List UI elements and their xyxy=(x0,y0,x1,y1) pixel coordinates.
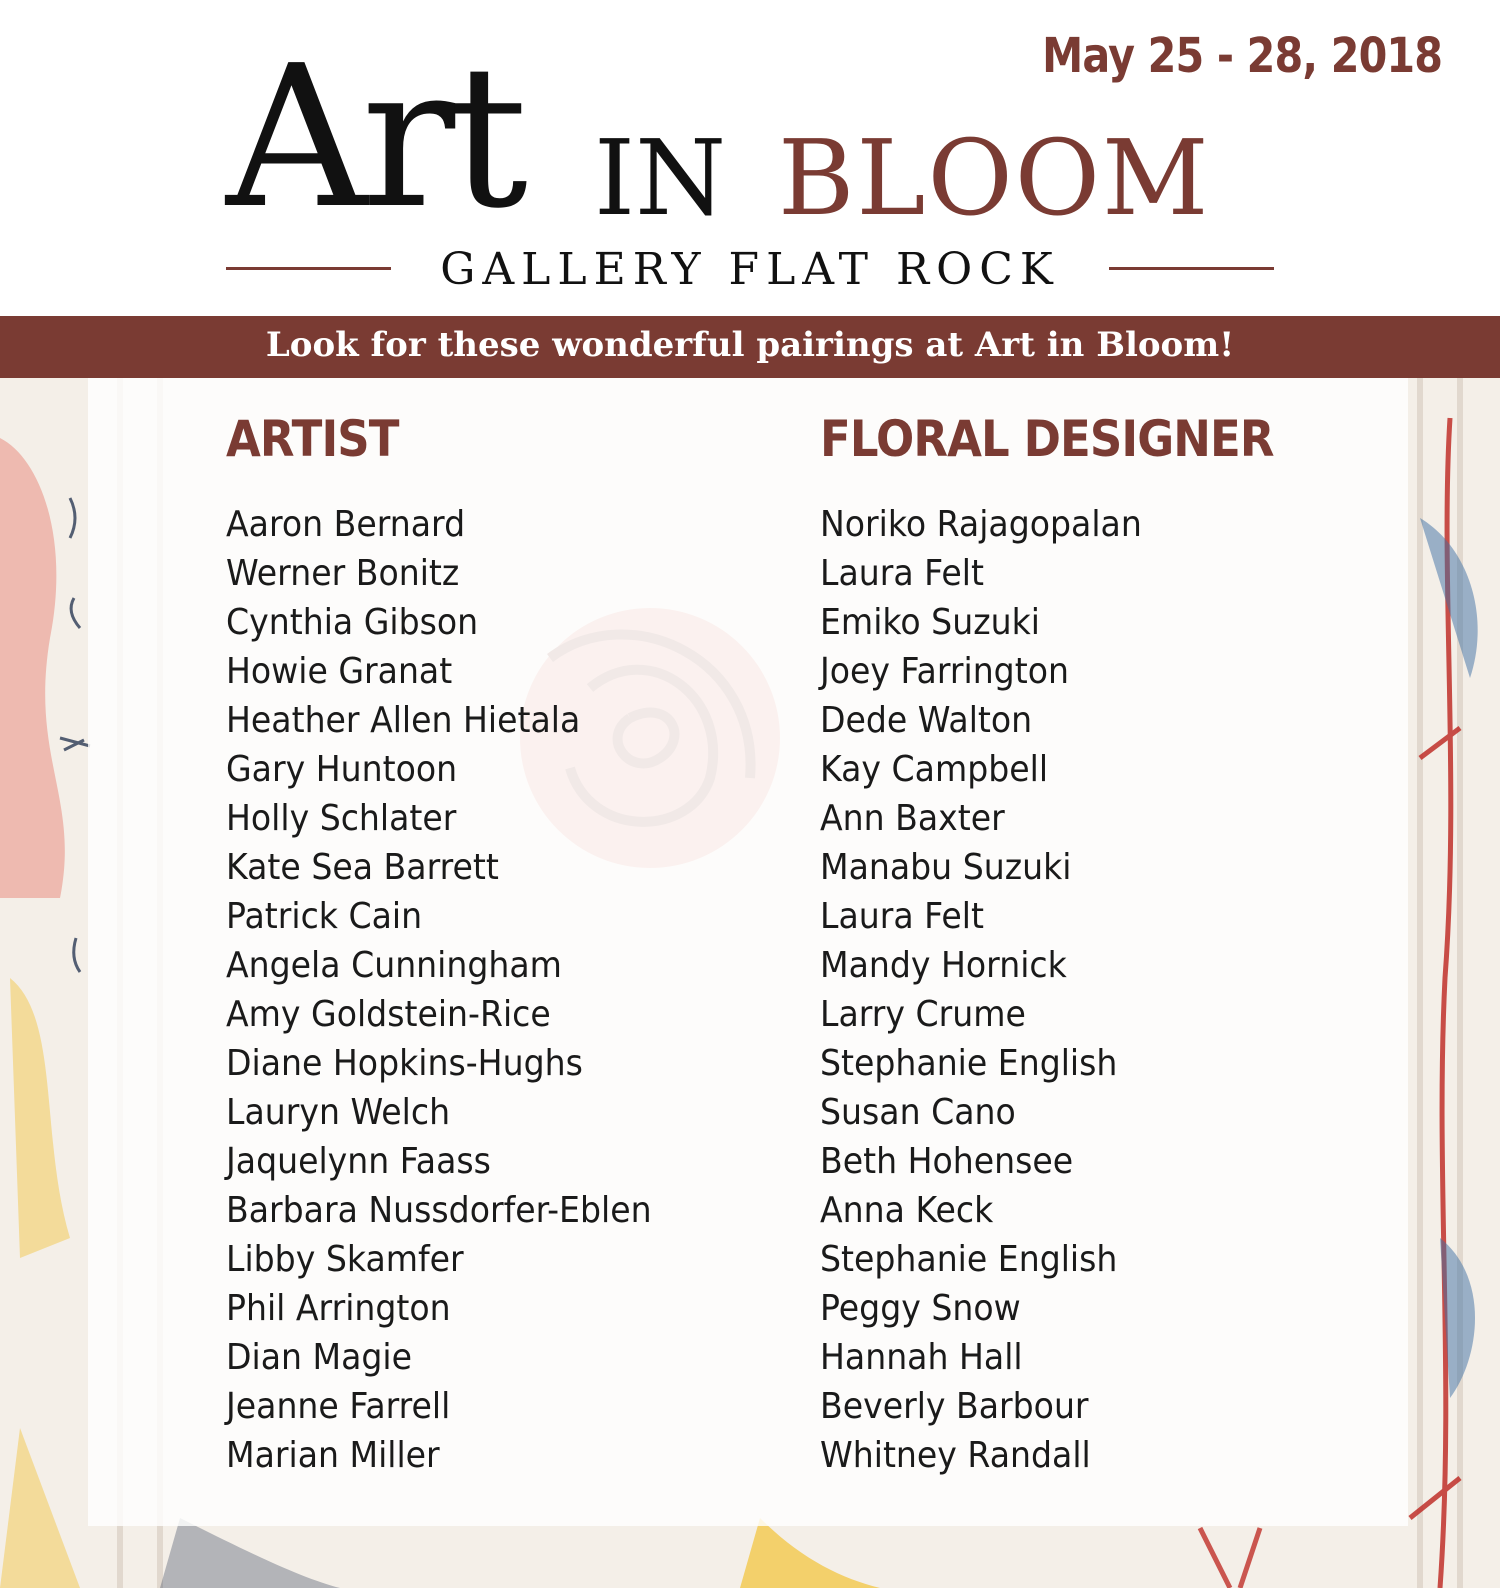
list-item: Marian Miller xyxy=(226,1435,440,1476)
list-item: Holly Schlater xyxy=(226,798,457,839)
list-item: Phil Arrington xyxy=(226,1288,451,1329)
list-item: Emiko Suzuki xyxy=(820,602,1040,643)
list-item: Kay Campbell xyxy=(820,749,1049,790)
list-item: Mandy Hornick xyxy=(820,945,1067,986)
list-item: Lauryn Welch xyxy=(226,1092,451,1133)
list-item: Peggy Snow xyxy=(820,1288,1021,1329)
list-item: Aaron Bernard xyxy=(226,504,466,545)
list-item: Dian Magie xyxy=(226,1337,412,1378)
list-item: Anna Keck xyxy=(820,1190,994,1231)
venue-name: GALLERY FLAT ROCK xyxy=(440,244,1060,295)
list-item: Amy Goldstein-Rice xyxy=(226,994,551,1035)
list-item: Laura Felt xyxy=(820,896,984,937)
floral-designer-list xyxy=(820,500,1324,1480)
list-item: Diane Hopkins-Hughs xyxy=(226,1043,583,1084)
list-item: Jeanne Farrell xyxy=(226,1386,451,1427)
list-item: Joey Farrington xyxy=(820,651,1069,692)
list-item: Gary Huntoon xyxy=(226,749,458,790)
list-item: Larry Crume xyxy=(820,994,1026,1035)
logo-art-word: Art xyxy=(226,24,523,252)
banner-text: Look for these wonderful pairings at Art in Bloom! xyxy=(265,325,1235,365)
floral-designer-heading: FLORAL DESIGNER xyxy=(820,410,1274,468)
list-item: Stephanie English xyxy=(820,1239,1118,1280)
list-item: Patrick Cain xyxy=(226,896,423,937)
list-item: Barbara Nussdorfer-Eblen xyxy=(226,1190,652,1231)
list-item: Cynthia Gibson xyxy=(226,602,479,643)
list-item: Laura Felt xyxy=(820,553,984,594)
list-item: Jaquelynn Faass xyxy=(226,1141,491,1182)
logo-in-word: IN xyxy=(594,117,727,239)
list-item: Kate Sea Barrett xyxy=(226,847,499,888)
list-item: Beverly Barbour xyxy=(820,1386,1089,1427)
list-item: Stephanie English xyxy=(820,1043,1118,1084)
logo-bloom-word: BLOOM xyxy=(778,117,1211,239)
list-item: Whitney Randall xyxy=(820,1435,1091,1476)
list-item: Beth Hohensee xyxy=(820,1141,1074,1182)
list-item: Howie Granat xyxy=(226,651,453,692)
list-item: Werner Bonitz xyxy=(226,553,460,594)
banner xyxy=(0,316,1500,378)
event-date: May 25 - 28, 2018 xyxy=(1041,28,1442,84)
list-item: Susan Cano xyxy=(820,1092,1016,1133)
header xyxy=(0,0,1500,316)
artist-column xyxy=(226,410,689,1480)
list-item: Noriko Rajagopalan xyxy=(820,504,1142,545)
artist-heading: ARTIST xyxy=(226,410,399,468)
list-item: Heather Allen Hietala xyxy=(226,700,581,741)
rule-right xyxy=(1109,267,1274,270)
list-item: Angela Cunningham xyxy=(226,945,562,986)
list-item: Manabu Suzuki xyxy=(820,847,1072,888)
artist-list xyxy=(226,500,689,1480)
floral-designer-column xyxy=(820,410,1324,1480)
list-item: Hannah Hall xyxy=(820,1337,1023,1378)
list-item: Libby Skamfer xyxy=(226,1239,464,1280)
list-item: Ann Baxter xyxy=(820,798,1005,839)
venue-row xyxy=(226,240,1274,294)
list-item: Dede Walton xyxy=(820,700,1033,741)
